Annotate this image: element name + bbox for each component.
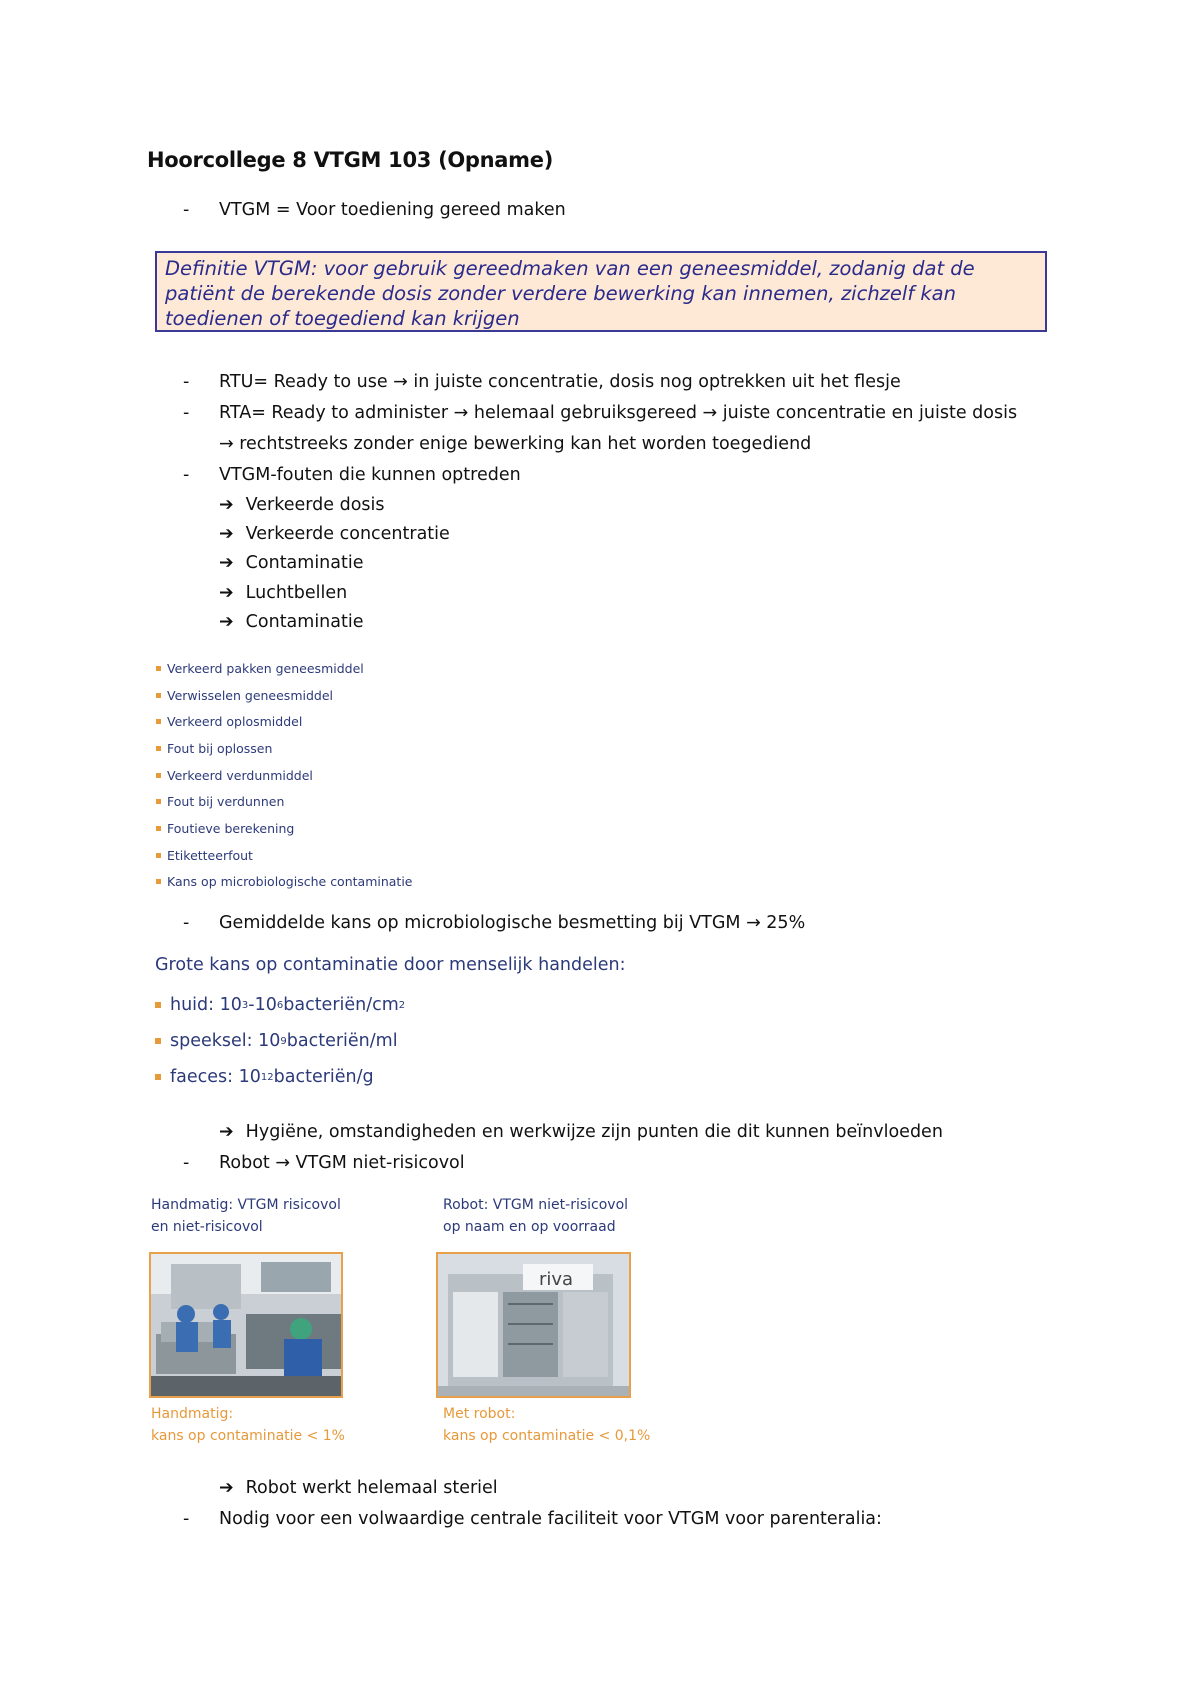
list-item: Verkeerd verdunmiddel — [156, 762, 413, 789]
contamination-item-huid: huid: 10 3 -10 6 bacteriën/cm 2 — [155, 987, 626, 1023]
arrow-right-icon: ➔ — [219, 524, 234, 544]
bullet-square-icon — [156, 799, 161, 804]
bullet-dash: - — [183, 1509, 190, 1529]
bullet-dash: - — [183, 403, 190, 423]
fouten-item: ➔ Luchtbellen — [219, 583, 348, 603]
bullet-square-icon — [156, 693, 161, 698]
bullet-square-icon — [156, 666, 161, 671]
fouten-item: ➔ Verkeerde concentratie — [219, 524, 450, 544]
contamination-item-speeksel: speeksel: 10 9 bacteriën/ml — [155, 1023, 626, 1059]
intro-line: VTGM = Voor toediening gereed maken — [219, 200, 566, 220]
figure-left-caption: Handmatig: VTGM risicovol en niet-risicovol — [151, 1197, 341, 1235]
list-item: Fout bij oplossen — [156, 735, 413, 762]
definition-box: Definitie VTGM: voor gebruik gereedmaken van een geneesmiddel, zodanig dat de patiënt de berekende dosis zonder verdere bewerking kan innemen, zichzelf kan toedienen of toegediend kan krijgen — [155, 251, 1047, 332]
bullet-square-icon — [156, 826, 161, 831]
slide-error-list — [156, 655, 413, 895]
kans-line: Gemiddelde kans op microbiologische besmetting bij VTGM → 25% — [219, 913, 806, 933]
figure-left-bottom-caption: Handmatig: kans op contaminatie < 1% — [151, 1406, 345, 1444]
bullet-square-icon — [156, 719, 161, 724]
manual-lab-photo — [149, 1252, 343, 1398]
hygiene-line: ➔ Hygiëne, omstandigheden en werkwijze zijn punten die dit kunnen beïnvloeden — [219, 1122, 943, 1142]
arrow-right-icon: ➔ — [219, 583, 234, 603]
arrow-right-icon: ➔ — [219, 495, 234, 515]
bullet-square-icon — [156, 879, 161, 884]
contamination-item-faeces: faeces: 10 12 bacteriën/g — [155, 1059, 626, 1095]
bullet-dash: - — [183, 913, 190, 933]
bullet-square-icon — [155, 1074, 161, 1080]
bullet-dash: - — [183, 200, 190, 220]
steriel-line: ➔ Robot werkt helemaal steriel — [219, 1478, 498, 1498]
arrow-right-icon: ➔ — [219, 1478, 234, 1498]
rta-line-2: → rechtstreeks zonder enige bewerking kan het worden toegediend — [219, 434, 812, 454]
fouten-item: ➔ Contaminatie — [219, 612, 364, 632]
bullet-dash: - — [183, 465, 190, 485]
list-item: Verkeerd oplosmiddel — [156, 708, 413, 735]
arrow-right-icon: ➔ — [219, 1122, 234, 1142]
fouten-item: ➔ Verkeerde dosis — [219, 495, 385, 515]
bullet-square-icon — [155, 1002, 161, 1008]
fouten-heading: VTGM-fouten die kunnen optreden — [219, 465, 521, 485]
contamination-block — [155, 955, 626, 1095]
list-item: Verkeerd pakken geneesmiddel — [156, 655, 413, 682]
list-item: Foutieve berekening — [156, 815, 413, 842]
figure-right-caption: Robot: VTGM niet-risicovol op naam en op voorraad — [443, 1197, 629, 1235]
arrow-right-icon: ➔ — [219, 612, 234, 632]
list-item: Etiketteerfout — [156, 842, 413, 869]
figure-right-bottom-caption: Met robot: kans op contaminatie < 0,1% — [443, 1406, 651, 1444]
list-item: Verwisselen geneesmiddel — [156, 682, 413, 709]
rtu-line: RTU= Ready to use → in juiste concentratie, dosis nog optrekken uit het flesje — [219, 372, 901, 392]
contamination-heading: Grote kans op contaminatie door menselijk handelen: — [155, 955, 626, 975]
rta-line-1: RTA= Ready to administer → helemaal gebruiksgereed → juiste concentratie en juiste dosis — [219, 403, 1018, 423]
robot-photo — [436, 1252, 631, 1398]
fouten-item: ➔ Contaminatie — [219, 553, 364, 573]
robot-line: Robot → VTGM niet-risicovol — [219, 1153, 465, 1173]
page-title: Hoorcollege 8 VTGM 103 (Opname) — [147, 148, 554, 172]
bullet-square-icon — [156, 773, 161, 778]
bullet-dash: - — [183, 1153, 190, 1173]
nodig-line: Nodig voor een volwaardige centrale faciliteit voor VTGM voor parenteralia: — [219, 1509, 882, 1529]
list-item: Fout bij verdunnen — [156, 788, 413, 815]
bullet-square-icon — [156, 853, 161, 858]
robot-logo: riva — [539, 1269, 574, 1290]
arrow-right-icon: ➔ — [219, 553, 234, 573]
bullet-square-icon — [155, 1038, 161, 1044]
bullet-square-icon — [156, 746, 161, 751]
bullet-dash: - — [183, 372, 190, 392]
list-item: Kans op microbiologische contaminatie — [156, 869, 413, 896]
